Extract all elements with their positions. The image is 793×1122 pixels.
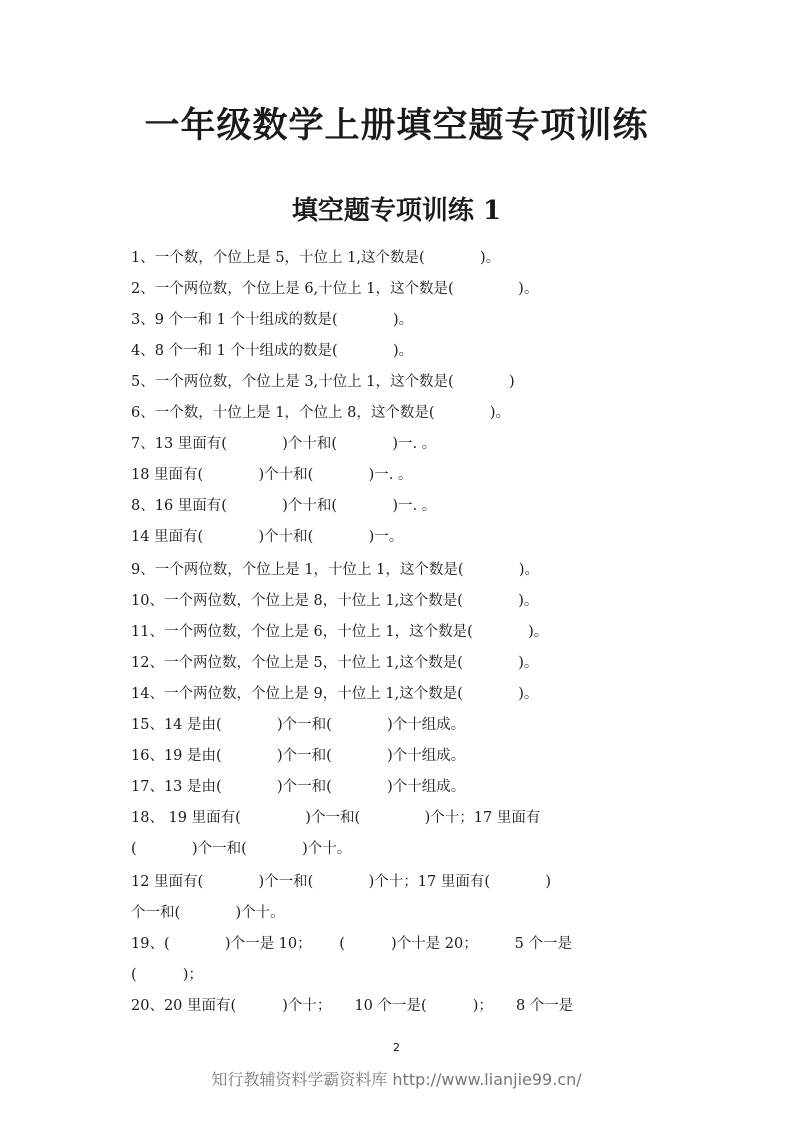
- question-line: 个一和( )个十。: [131, 905, 285, 921]
- section-title: 填空题专项训练 1: [291, 196, 502, 226]
- question-line: 12 里面有( )个一和( )个十；17 里面有( ): [131, 874, 551, 890]
- question-line: ( )；: [131, 967, 203, 983]
- page-number: 2: [393, 1041, 400, 1054]
- question-line: 7、13 里面有( )个十和( )一. 。: [131, 436, 437, 452]
- question-line: 16、19 是由( )个一和( )个十组成。: [131, 748, 466, 764]
- question-line: 15、14 是由( )个一和( )个十组成。: [131, 717, 466, 733]
- question-line: 2、一个两位数，个位上是 6,十位上 1，这个数是( )。: [131, 281, 539, 297]
- question-line: 1、一个数，个位上是 5，十位上 1,这个数是( )。: [131, 250, 501, 266]
- question-line: 10、一个两位数，个位上是 8，十位上 1,这个数是( )。: [131, 593, 539, 609]
- question-line: 14、一个两位数，个位上是 9，十位上 1,这个数是( )。: [131, 686, 539, 702]
- question-line: 18、 19 里面有( )个一和( )个十；17 里面有: [131, 810, 541, 826]
- question-line: 14 里面有( )个十和( )一。: [131, 529, 404, 545]
- question-line: 8、16 里面有( )个十和( )一. 。: [131, 498, 437, 514]
- question-line: 20、20 里面有( )个十； 10 个一是( )； 8 个一是: [131, 998, 574, 1014]
- question-line: 3、9 个一和 1 个十组成的数是( )。: [131, 312, 414, 328]
- question-line: 5、一个两位数，个位上是 3,十位上 1，这个数是( ): [131, 374, 515, 390]
- question-line: 17、13 是由( )个一和( )个十组成。: [131, 779, 466, 795]
- question-line: 11、一个两位数，个位上是 6，十位上 1，这个数是( )。: [131, 624, 549, 640]
- question-line: 12、一个两位数，个位上是 5，十位上 1,这个数是( )。: [131, 655, 539, 671]
- question-line: 6、一个数，十位上是 1，个位上 8，这个数是( )。: [131, 405, 511, 421]
- page-title: 一年级数学上册填空题专项训练: [144, 105, 649, 146]
- question-line: 9、一个两位数，个位上是 1，十位上 1，这个数是( )。: [131, 562, 540, 578]
- question-line: ( )个一和( )个十。: [131, 841, 352, 857]
- question-line: 18 里面有( )个十和( )一. 。: [131, 467, 413, 483]
- question-line: 19、( )个一是 10； ( )个十是 20； 5 个一是: [131, 936, 572, 952]
- footer-text: 知行教辅资料学霸资料库 http://www.lianjie99.cn/: [211, 1070, 582, 1089]
- question-line: 4、8 个一和 1 个十组成的数是( )。: [131, 343, 414, 359]
